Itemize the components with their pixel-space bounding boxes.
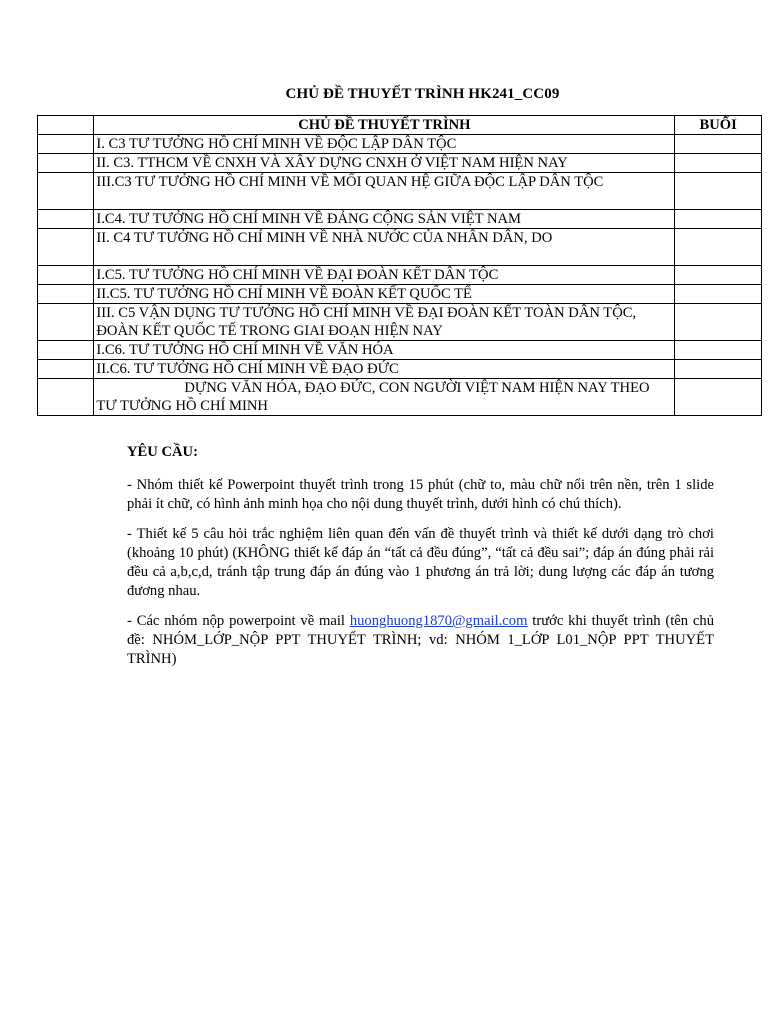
email-link[interactable]: huonghuong1870@gmail.com [349,613,528,629]
session-cell [675,229,762,266]
requirement-submission [127,612,714,669]
table-row [38,341,762,360]
session-cell [675,304,762,341]
topic-cell [94,135,675,154]
session-cell [675,379,762,416]
table-row [38,304,762,341]
row-left-cell [38,379,94,416]
document-title: CHỦ ĐỀ THUYẾT TRÌNH HK241_CC09 [285,86,560,102]
session-cell [675,360,762,379]
topic-cell [94,229,675,266]
topic-cell [94,360,675,379]
topic-cell [94,154,675,173]
table-header-row [38,116,762,135]
row-left-cell [38,173,94,210]
header-session: BUỔI [675,116,762,135]
topic-text: I.C4. TƯ TƯỞNG HỒ CHÍ MINH VỀ ĐẢNG CỘNG SẢN VIỆT NAM [96,211,522,227]
table-row [38,360,762,379]
requirements-section [127,443,714,680]
topic-text: II.C5. TƯ TƯỞNG HỒ CHÍ MINH VỀ ĐOÀN KẾT QUỐC TẾ [96,286,472,302]
session-cell [675,135,762,154]
topic-cell [94,304,675,341]
table-row [38,229,762,266]
requirement-quiz: - Thiết kế 5 câu hỏi trắc nghiệm liên quan đến vấn đề thuyết trình và thiết kế dưới dạng trò chơi (khoảng 10 phút) (KHÔNG thiết kế đáp án “tất cả đều đúng”, “tất cả đều sai”; đáp án đúng phải rải đều cả a,b,c,d, tránh tập trung đáp án đúng vào 1 phương án trả lời; dung lượng các đáp án tương đương nhau. [127,526,714,599]
topic-cell [94,173,675,210]
topic-cell [94,285,675,304]
header-blank-cell [38,116,94,135]
row-left-cell [38,266,94,285]
topic-text: II. C3. TTHCM VỀ CNXH VÀ XÂY DỰNG CNXH Ở VIỆT NAM HIỆN NAY [96,155,568,171]
topic-cell [94,266,675,285]
topic-table [37,115,762,416]
row-left-cell [38,135,94,154]
header-topic: CHỦ ĐỀ THUYẾT TRÌNH [94,116,675,135]
requirements-heading: YÊU CẦU: [127,444,198,460]
table-row [38,173,762,210]
session-cell [675,154,762,173]
table-row [38,210,762,229]
row-left-cell [38,360,94,379]
row-left-cell [38,341,94,360]
topic-cell [94,379,675,416]
session-cell [675,173,762,210]
topic-text: III. C5 VẬN DỤNG TƯ TƯỞNG HỒ CHÍ MINH VỀ ĐẠI ĐOÀN KẾT TOÀN DÂN TỘC, ĐOÀN KẾT QUỐC TẾ TRONG GIAI ĐOẠN HIỆN NAY [96,305,637,339]
row-left-cell [38,210,94,229]
submission-text-after: trước khi thuyết trình (tên chủ đề: NHÓM_LỚP_NỘP PPT THUYẾT TRÌNH; vd: NHÓM 1_LỚP L01_NỘP PPT THUYẾT TRÌNH) [127,613,715,667]
topic-text: I. C3 TƯ TƯỞNG HỒ CHÍ MINH VỀ ĐỘC LẬP DÂN TỘC [96,136,457,152]
row-left-cell [38,304,94,341]
row-left-cell [38,229,94,266]
topic-cell [94,341,675,360]
session-cell [675,266,762,285]
topic-text: III.C3 TƯ TƯỞNG HỒ CHÍ MINH VỀ MỐI QUAN HỆ GIỮA ĐỘC LẬP DÂN TỘC [96,174,604,190]
table-row [38,285,762,304]
table-row [38,266,762,285]
topic-text: DỰNG VĂN HÓA, ĐẠO ĐỨC, CON NGƯỜI VIỆT NAM HIỆN NAY THEO TƯ TƯỞNG HỒ CHÍ MINH [96,380,650,414]
table-row [38,379,762,416]
session-cell [675,210,762,229]
topic-cell [94,210,675,229]
submission-text-before: - Các nhóm nộp powerpoint về mail [127,613,350,629]
topic-text: I.C6. TƯ TƯỞNG HỒ CHÍ MINH VỀ VĂN HÓA [96,342,394,358]
table-row [38,154,762,173]
table-row [38,135,762,154]
topic-text: I.C5. TƯ TƯỞNG HỒ CHÍ MINH VỀ ĐẠI ĐOÀN KẾT DÂN TỘC [96,267,499,283]
session-cell [675,341,762,360]
topic-text: II. C4 TƯ TƯỞNG HỒ CHÍ MINH VỀ NHÀ NƯỚC CỦA NHÂN DÂN, DO [96,230,553,246]
row-left-cell [38,154,94,173]
row-left-cell [38,285,94,304]
session-cell [675,285,762,304]
requirement-powerpoint: - Nhóm thiết kế Powerpoint thuyết trình trong 15 phút (chữ to, màu chữ nổi trên nền, trên 1 slide phải ít chữ, có hình ảnh minh họa cho nội dung thuyết trình, dưới hình có chú thích). [127,477,714,512]
topic-text: II.C6. TƯ TƯỞNG HỒ CHÍ MINH VỀ ĐẠO ĐỨC [96,361,399,377]
